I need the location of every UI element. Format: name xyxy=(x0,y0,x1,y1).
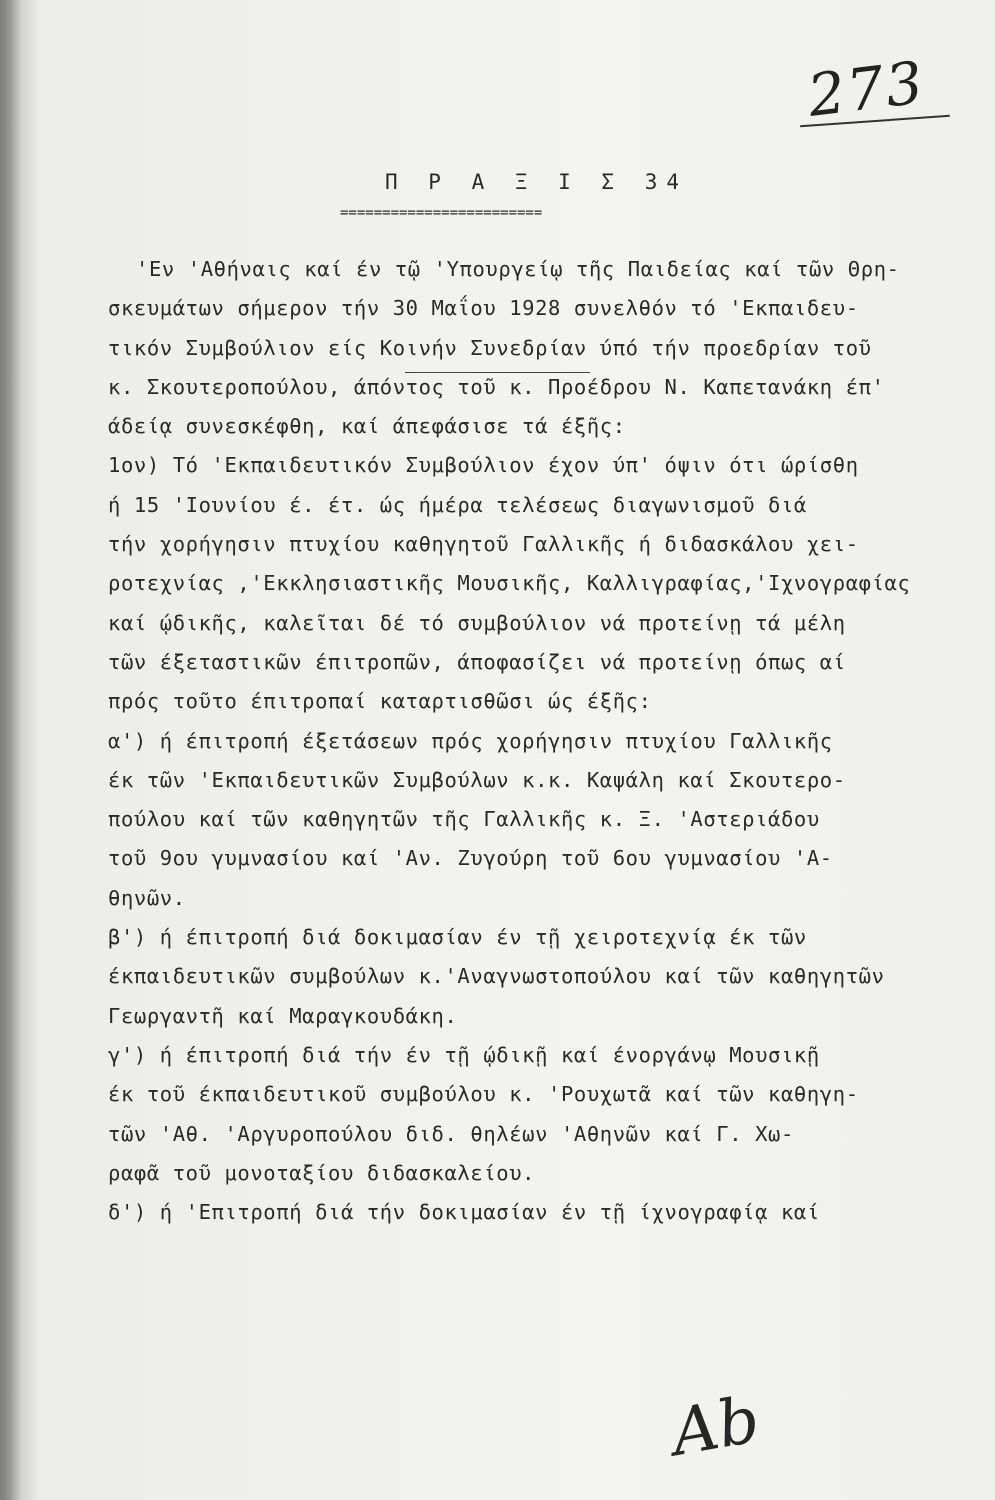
text-line: πούλου καί τῶν καθηγητῶν τῆς Γαλλικῆς κ. Ξ. 'Αστεριάδου xyxy=(108,807,820,832)
text-line: Γεωργαντῆ καί Μαραγκουδάκη. xyxy=(108,1003,458,1028)
document-title: Π Ρ Α Ξ Ι Σ 34 xyxy=(385,170,689,194)
text-line: δ') ή 'Επιτροπή διά τήν δοκιμασίαν έν τῇ ίχνογραφίᾳ καί xyxy=(108,1200,820,1225)
title-double-rule: ======================== xyxy=(340,205,543,221)
text-line: άδείᾳ συνεσκέφθη, καί άπεφάσισε τά έξῆς: xyxy=(108,414,626,439)
text-line: 1ον) Τό 'Εκπαιδευτικόν Συμβούλιον έχον ύπ' όψιν ότι ώρίσθη xyxy=(108,453,859,478)
page-edge-shadow xyxy=(0,0,22,1500)
text-line: τῶν έξεταστικῶν έπιτροπῶν, άποφασίζει νά προτείνῃ όπως αί xyxy=(108,649,846,674)
text-line: γ') ή έπιτροπή διά τήν έν τῇ ῴδικῇ καί ένοργάνῳ Μουσικῇ xyxy=(108,1042,820,1067)
text-line: πρός τοῦτο έπιτροπαί καταρτισθῶσι ώς έξῆς: xyxy=(108,689,652,714)
text-line: έκ τοῦ έκπαιδευτικοῦ συμβούλου κ. 'Ρουχωτᾶ καί τῶν καθηγη- xyxy=(108,1082,859,1107)
text-line: β') ή έπιτροπή διά δοκιμασίαν έν τῇ χειροτεχνίᾳ έκ τῶν xyxy=(108,925,807,950)
text-line: ροτεχνίας ,'Εκκλησιαστικῆς Μουσικῆς, Καλλιγραφίας,'Ιχνογραφίας xyxy=(108,571,911,596)
text-line: τήν χορήγησιν πτυχίου καθηγητοῦ Γαλλικῆς ή διδασκάλου χει- xyxy=(108,532,859,557)
text-line: έκπαιδευτικῶν συμβούλων κ.'Αναγνωστοπούλου καί τῶν καθηγητῶν xyxy=(108,964,885,989)
text-line: θηνῶν. xyxy=(108,885,186,910)
text-line: 'Εν 'Αθήναις καί έν τῷ 'Υπουργείῳ τῆς Παιδείας καί τῶν Θρη- xyxy=(136,257,900,281)
text-line: καί ῴδικῆς, καλεῖται δέ τό συμβούλιον νά προτείνῃ τά μέλη xyxy=(108,610,846,635)
typed-body xyxy=(108,250,988,1232)
handwritten-initials: Ab xyxy=(666,1382,765,1472)
text-line: τῶν 'Αθ. 'Αργυροπούλου διδ. θηλέων 'Αθηνῶν καί Γ. Χω- xyxy=(108,1121,794,1146)
text-line: τοῦ 9ου γυμνασίου καί 'Αν. Ζυγούρη τοῦ 6ου γυμνασίου 'Α- xyxy=(108,846,833,871)
handwritten-page-number: 273 xyxy=(804,48,929,130)
text-line: ή 15 'Ιουνίου έ. έτ. ώς ήμέρα τελέσεως διαγωνισμοῦ διά xyxy=(108,492,807,517)
text-line: σκευμάτων σήμερον τήν 30 Μαΐου 1928 συνελθόν τό 'Εκπαιδευ- xyxy=(108,296,859,321)
text-line: ραφᾶ τοῦ μονοταξίου διδασκαλείου. xyxy=(108,1160,536,1185)
text-line: α') ή έπιτροπή έξετάσεων πρός χορήγησιν πτυχίου Γαλλικῆς xyxy=(108,728,833,753)
text-line: κ. Σκουτεροπούλου, άπόντος τοῦ κ. Προέδρου Ν. Καπετανάκη έπ' xyxy=(108,374,885,399)
text-line: έκ τῶν 'Εκπαιδευτικῶν Συμβούλων κ.κ. Καψάλη καί Σκουτερο- xyxy=(108,767,846,792)
text-line: τικόν Συμβούλιον είς Κοινήν Συνεδρίαν ύπό τήν προεδρίαν τοῦ xyxy=(108,335,872,360)
